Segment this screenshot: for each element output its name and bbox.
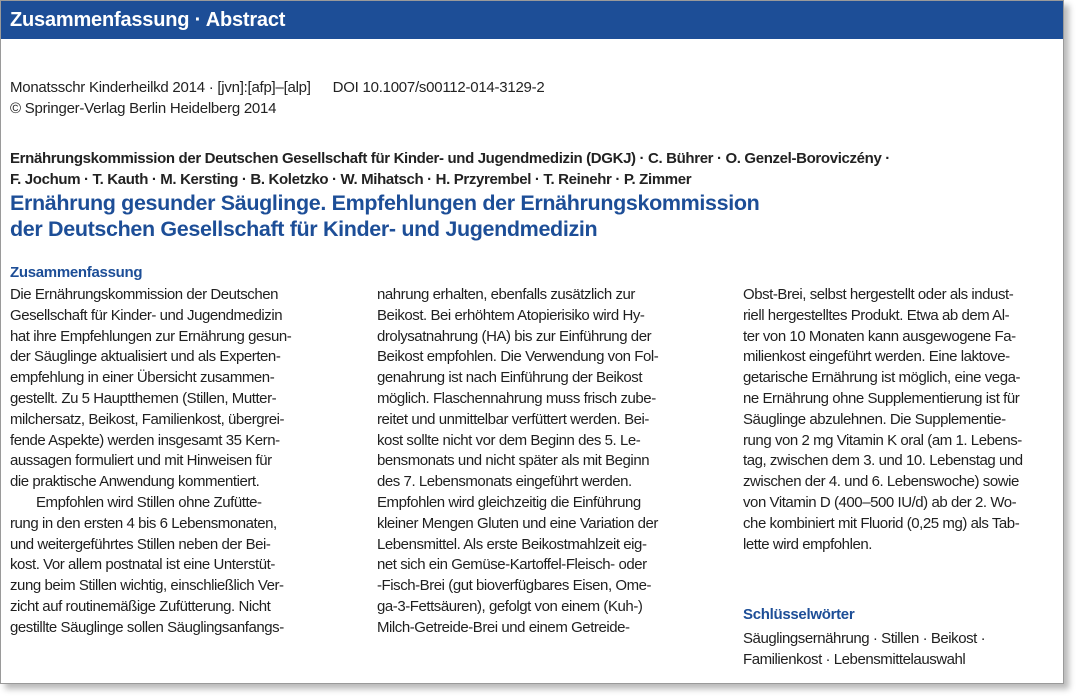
keywords-line-2: Familienkost · Lebensmittelauswahl	[743, 651, 966, 668]
text-line: von Vitamin D (400–500 IU/d) ab der 2. Wo-	[743, 493, 1017, 511]
text-line: die praktische Anwendung kommentiert.	[10, 473, 260, 491]
text-line: net sich ein Gemüse-Kartoffel-Fleisch- oder	[377, 556, 647, 574]
text-line: fende Aspekte) werden insgesamt 35 Kern-	[10, 431, 280, 449]
text-line: Empfohlen wird Stillen ohne Zufütte-	[36, 493, 262, 511]
text-line: zwischen der 4. und 6. Lebenswoche) sowie	[743, 473, 1019, 491]
author-line-1: Ernährungskommission der Deutschen Gesellschaft für Kinder- und Jugendmedizin (DGKJ) · C. Bührer · O. Genzel-Boroviczény ·	[10, 150, 890, 167]
abstract-heading: Zusammenfassung	[10, 264, 143, 281]
text-line: Säuglinge abzulehnen. Die Supplementie-	[743, 410, 1006, 428]
text-line: bensmonats und nicht später als mit Beginn	[377, 452, 650, 470]
section-banner	[1, 1, 1063, 39]
text-line: rung von 2 mg Vitamin K oral (am 1. Lebens-	[743, 431, 1022, 449]
text-line: ne Ernährung ohne Supplementierung ist für	[743, 389, 1020, 407]
text-line: gestellt. Zu 5 Hauptthemen (Stillen, Mutter-	[10, 389, 277, 407]
keywords-list	[743, 628, 985, 670]
text-line: und weitergeführtes Stillen neben der Bei-	[10, 535, 271, 553]
text-line: Die Ernährungskommission der Deutschen	[10, 286, 279, 303]
keywords-line-1: Säuglingsernährung · Stillen · Beikost ·	[743, 630, 986, 647]
text-line: Obst-Brei, selbst hergestellt oder als indust-	[743, 286, 1014, 303]
text-line: ga-3-Fettsäuren), gefolgt von einem (Kuh-)	[377, 597, 643, 615]
text-line: kost. Vor allem postnatal ist eine Unterstüt-	[10, 556, 275, 574]
text-line: nahrung erhalten, ebenfalls zusätzlich zur	[377, 286, 635, 303]
text-line: der Säuglinge aktualisiert und als Experten-	[10, 348, 281, 366]
keywords-heading: Schlüsselwörter	[743, 606, 855, 623]
text-line: Beikost empfohlen. Die Verwendung von Fol-	[377, 348, 659, 366]
text-line: riell hergestelltes Produkt. Etwa ab dem Al-	[743, 306, 1010, 324]
abstract-column-2	[377, 285, 712, 639]
article-title-line-2: der Deutschen Gesellschaft für Kinder- und Jugendmedizin	[10, 217, 598, 241]
author-line-2: F. Jochum · T. Kauth · M. Kersting · B. Koletzko · W. Mihatsch · H. Przyrembel · T. Reinehr · P. Zimmer	[10, 171, 692, 188]
text-line: empfehlung in einer Übersicht zusammen-	[10, 369, 275, 387]
text-line: tag, zwischen dem 3. und 10. Lebenstag und	[743, 452, 1023, 470]
text-line: Empfohlen wird gleichzeitig die Einführung	[377, 493, 641, 511]
citation-meta	[10, 77, 544, 119]
author-list	[10, 148, 1050, 190]
text-line: des 7. Lebensmonats eingeführt werden.	[377, 473, 632, 491]
copyright-notice: © Springer-Verlag Berlin Heidelberg 2014	[10, 100, 277, 117]
text-line: milchersatz, Beikost, Familienkost, übergrei-	[10, 410, 285, 428]
text-line: kleiner Mengen Gluten und eine Variation der	[377, 514, 658, 532]
text-line: getarische Ernährung ist möglich, eine vega-	[743, 369, 1021, 387]
text-line: drolysatnahrung (HA) bis zur Einführung der	[377, 327, 652, 345]
text-line: gestillte Säuglinge sollen Säuglingsanfangs-	[10, 618, 284, 636]
doi-link[interactable]: DOI 10.1007/s00112-014-3129-2	[332, 79, 545, 96]
text-line: möglich. Flaschennahrung muss frisch zube-	[377, 389, 656, 407]
text-line: zung beim Stillen wichtig, einschließlich Ver-	[10, 577, 284, 595]
text-line: Gesellschaft für Kinder- und Jugendmedizin	[10, 306, 283, 324]
text-line: milienkost eingeführt werden. Eine laktove-	[743, 348, 1010, 366]
text-line: Milch-Getreide-Brei und einem Getreide-	[377, 618, 630, 636]
text-line: aussagen formuliert und mit Hinweisen für	[10, 452, 272, 470]
text-line: lette wird empfohlen.	[743, 535, 872, 553]
abstract-column-1	[10, 285, 340, 639]
text-line: ter von 10 Monaten kann ausgewogene Fa-	[743, 327, 1016, 345]
journal-citation: Monatsschr Kinderheilkd 2014 · [jvn]:[afp]–[alp]	[10, 79, 311, 96]
text-line: hat ihre Empfehlungen zur Ernährung gesun-	[10, 327, 292, 345]
text-line: che kombiniert mit Fluorid (0,25 mg) als Tab-	[743, 514, 1020, 532]
article-title	[10, 190, 1050, 242]
text-line: kost sollte nicht vor dem Beginn des 5. Le-	[377, 431, 641, 449]
text-line: rung in den ersten 4 bis 6 Lebensmonaten,	[10, 514, 277, 532]
text-line: genahrung ist nach Einführung der Beikost	[377, 369, 643, 387]
article-title-line-1: Ernährung gesunder Säuglinge. Empfehlungen der Ernährungskommission	[10, 191, 760, 215]
text-line: Beikost. Bei erhöhtem Atopierisiko wird Hy-	[377, 306, 645, 324]
banner-title: Zusammenfassung · Abstract	[10, 9, 286, 31]
abstract-column-3	[743, 285, 1061, 555]
text-line: Lebensmittel. Als erste Beikostmahlzeit eig-	[377, 535, 647, 553]
text-line: reitet und unmittelbar verfüttert werden. Bei-	[377, 410, 649, 428]
text-line: -Fisch-Brei (gut bioverfügbares Eisen, Ome-	[377, 577, 652, 595]
text-line: zicht auf routinemäßige Zufütterung. Nicht	[10, 597, 271, 615]
